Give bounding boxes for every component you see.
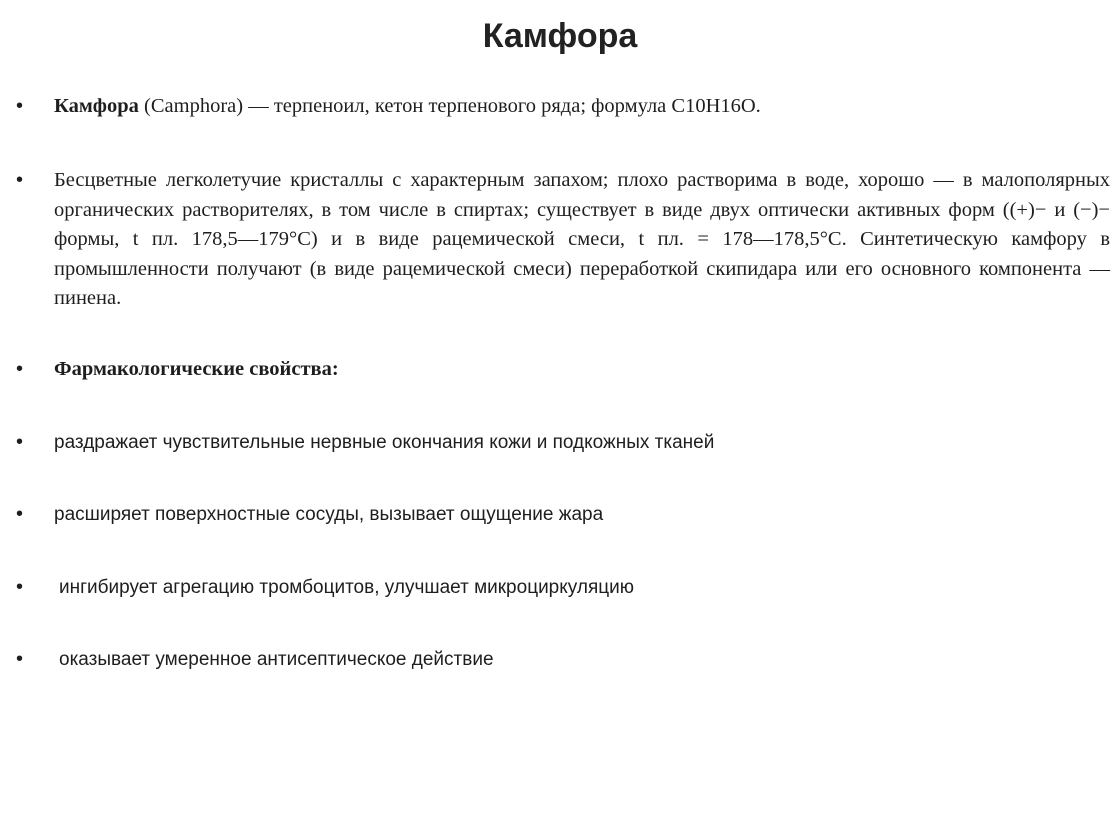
- bullet-marker: •: [16, 95, 24, 117]
- bullet-text: Бесцветные легколетучие кристаллы с характерным запахом; плохо растворима в воде, хорошо — в малополярных органических растворителях, в том числе в спиртах; существует в виде двух оптически активных форм ((+)− и (−)− формы, t пл. 178,5—179°C) и в виде рацемической смеси, t пл. = 178—178,5°C. Синтетическую камфору в промышленности получают (в виде рацемической смеси) переработкой скипидара или его основного компонента — пинена.: [54, 169, 1110, 309]
- bullet-marker: •: [16, 576, 24, 598]
- bullet-text: раздражает чувствительные нервные окончания кожи и подкожных тканей: [54, 432, 715, 453]
- bullet-marker: •: [16, 169, 24, 191]
- section-heading: Фармакологические свойства:: [54, 358, 339, 380]
- term-label: Камфора: [54, 95, 139, 117]
- bullet-text: оказывает умеренное антисептическое действие: [59, 649, 494, 670]
- bullet-marker: •: [16, 358, 24, 380]
- bullet-marker: •: [16, 431, 24, 453]
- bullet-text: расширяет поверхностные сосуды, вызывает ощущение жара: [54, 504, 604, 525]
- bullet-text: [54, 92, 1110, 122]
- bullet-marker: •: [16, 648, 24, 670]
- bullet-text: ингибирует агрегацию тромбоцитов, улучшает микроциркуляцию: [59, 577, 634, 598]
- slide-title: Камфора: [482, 17, 638, 55]
- bullet-marker: •: [16, 503, 24, 525]
- term-definition: (Camphora) — терпеноил, кетон терпенового ряда; формула C10H16O.: [138, 95, 761, 117]
